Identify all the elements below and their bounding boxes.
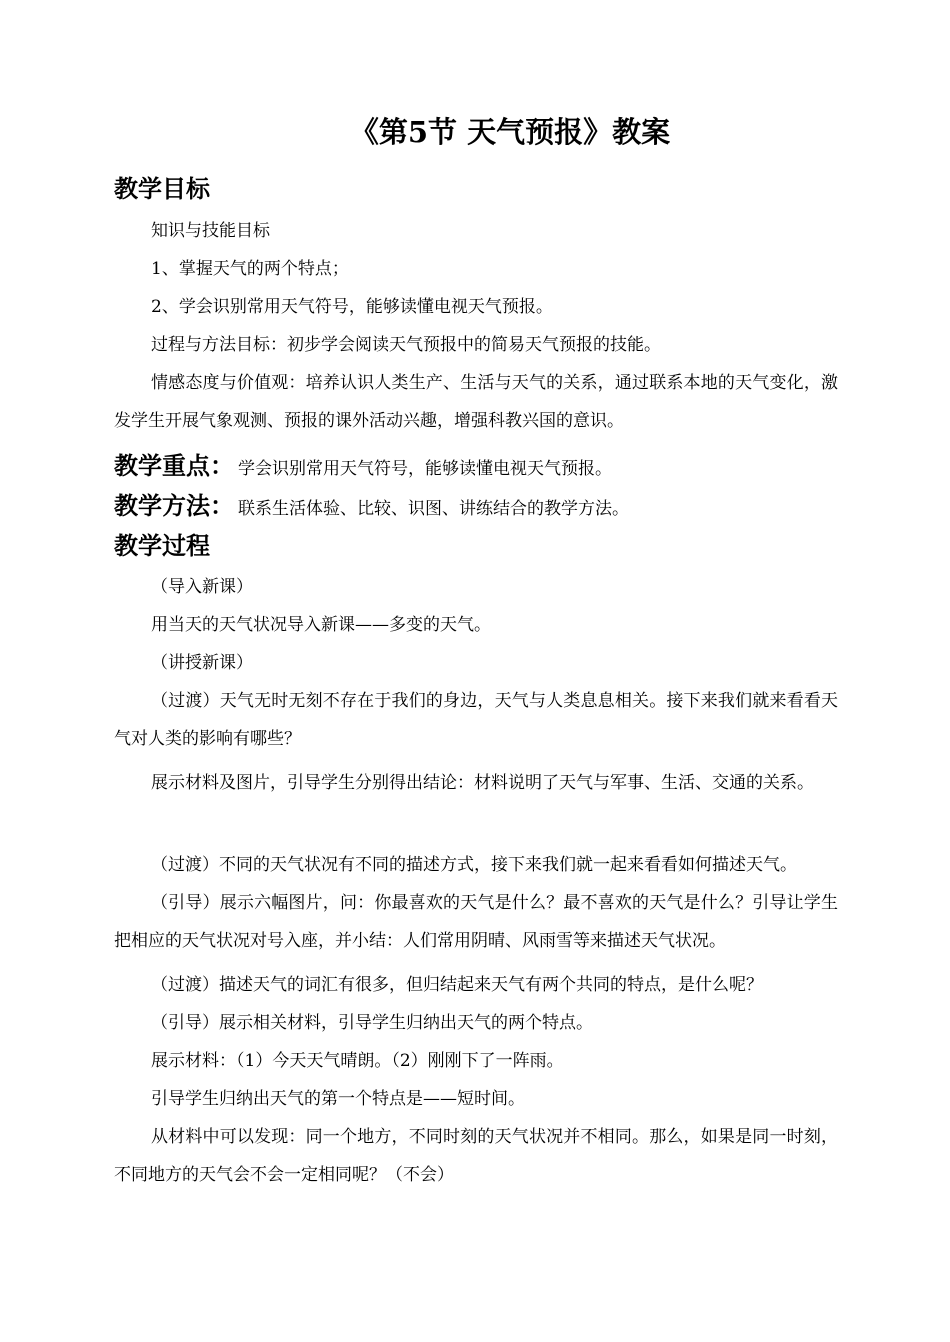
- objectives-heading: 教学目标: [114, 174, 210, 203]
- process-paragraph: 引导学生归纳出天气的第一个特点是——短时间。: [151, 1089, 525, 1109]
- process-paragraph: （过渡）天气无时无刻不存在于我们的身边，天气与人类息息相关。接下来我们就来看看天气对人类的影响有哪些？: [114, 691, 838, 749]
- document-title: 《第5节 天气预报》教案: [349, 115, 671, 149]
- objectives-paragraph: 1、掌握天气的两个特点；: [151, 259, 349, 279]
- objectives-paragraph: 2、学会识别常用天气符号，能够读懂电视天气预报。: [151, 297, 553, 317]
- objectives-paragraph: 知识与技能目标: [151, 221, 270, 241]
- process-paragraph: 展示材料：（1）今天天气晴朗。（2）刚刚下了一阵雨。: [151, 1051, 564, 1071]
- key-points-text: 学会识别常用天气符号，能够读懂电视天气预报。: [238, 459, 612, 479]
- process-paragraph: （导入新课）: [151, 577, 253, 597]
- objectives-paragraph: 过程与方法目标：初步学会阅读天气预报中的简易天气预报的技能。: [151, 335, 661, 355]
- process-paragraph: （过渡）不同的天气状况有不同的描述方式，接下来我们就一起来看看如何描述天气。: [151, 855, 797, 875]
- process-heading: 教学过程: [114, 531, 210, 560]
- objectives-paragraph: 情感态度与价值观：培养认识人类生产、生活与天气的关系，通过联系本地的天气变化，激发学生开展气象观测、预报的课外活动兴趣，增强科教兴国的意识。: [114, 373, 838, 431]
- key-points-label: 教学重点：: [114, 451, 234, 480]
- process-paragraph: （引导）展示相关材料，引导学生归纳出天气的两个特点。: [151, 1013, 593, 1033]
- methods-text: 联系生活体验、比较、识图、讲练结合的教学方法。: [238, 499, 629, 519]
- process-paragraph: （过渡）描述天气的词汇有很多，但归结起来天气有两个共同的特点，是什么呢？: [151, 975, 763, 995]
- methods-label: 教学方法：: [114, 491, 234, 520]
- key-points: [114, 449, 612, 486]
- methods: [114, 489, 629, 526]
- process-paragraph: 从材料中可以发现：同一个地方，不同时刻的天气状况并不相同。那么，如果是同一时刻，不同地方的天气会不会一定相同呢？（不会）: [114, 1127, 838, 1185]
- process-paragraph: （引导）展示六幅图片，问：你最喜欢的天气是什么？最不喜欢的天气是什么？引导让学生把相应的天气状况对号入座，并小结：人们常用阴晴、风雨雪等来描述天气状况。: [114, 893, 838, 951]
- process-paragraph: 展示材料及图片，引导学生分别得出结论：材料说明了天气与军事、生活、交通的关系。: [151, 773, 814, 793]
- process-paragraph: （讲授新课）: [151, 653, 253, 673]
- process-paragraph: 用当天的天气状况导入新课——多变的天气。: [151, 615, 491, 635]
